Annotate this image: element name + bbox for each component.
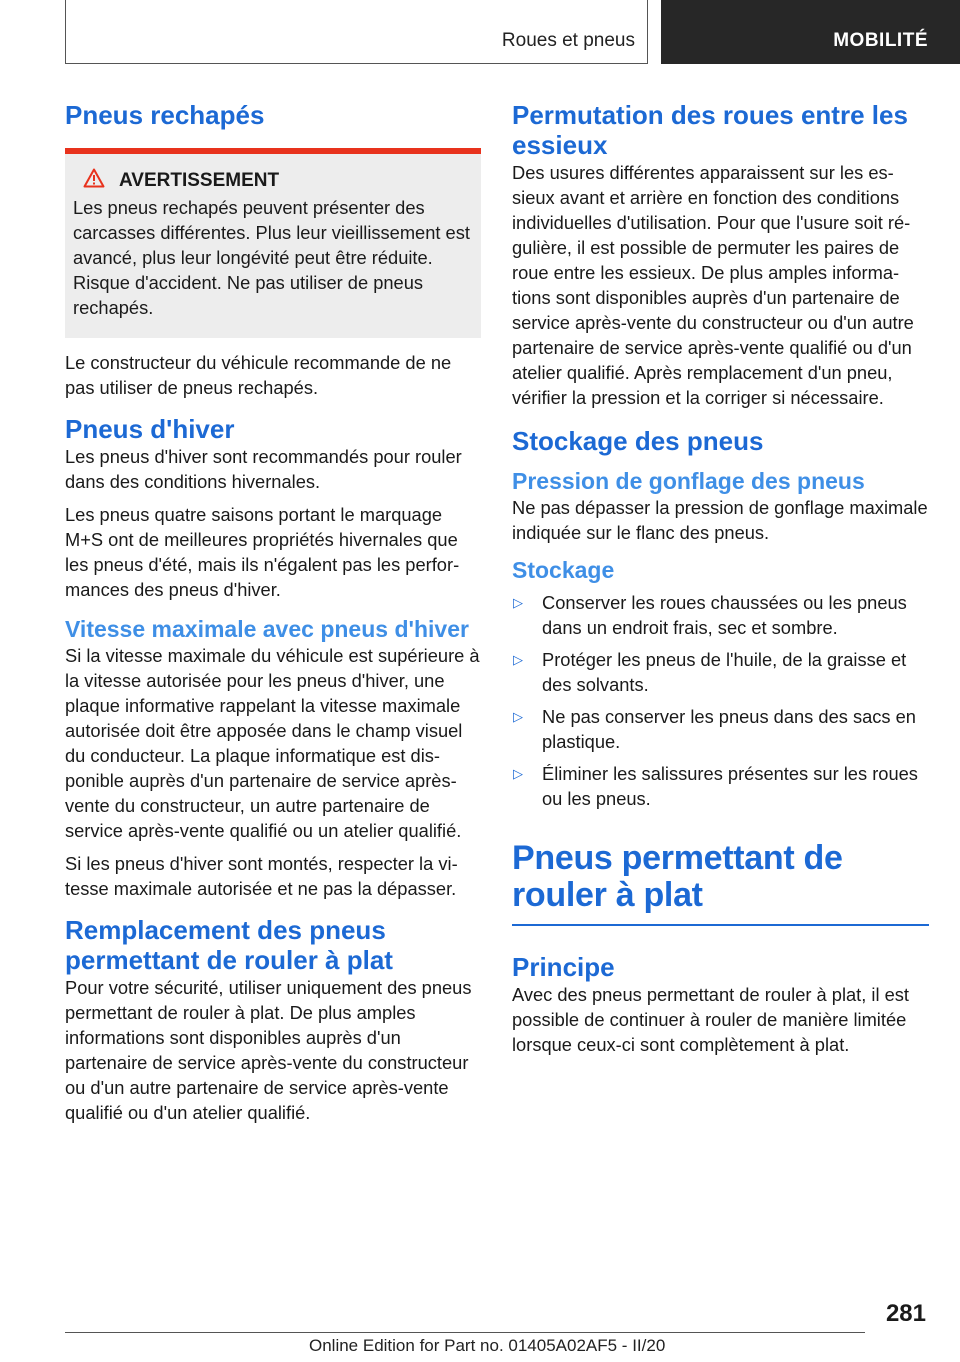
runflat-title: Pneus permettant de rouler à plat (512, 839, 843, 914)
triangle-right-icon: ▷ (513, 652, 523, 667)
right-column (512, 100, 929, 1057)
storage-subtitle: Stockage (512, 557, 615, 583)
storage-title: Stockage des pneus (512, 426, 764, 456)
runflat-replacement-paragraph: Pour votre sécurité, utiliser uniquement des pneus permettant de rouler à plat. De plus amples informations sont disponibles auprès d'un partenaire de service après-vente du constructeur ou d'un autre partenaire de service après-vente qualifié ou d'un atelier qualifié. (65, 977, 472, 1123)
warning-box (65, 148, 481, 338)
retread-paragraph: Le constructeur du véhicule recommande de ne pas utiliser de pneus rechapés. (65, 352, 452, 398)
winter-paragraph-2: Les pneus quatre saisons portant le marquage M+S ont de meilleures propriétés hivernales que les pneus d'été, mais ils n'égalent pas les performances des pneus d'hiver. (65, 504, 460, 600)
warning-text: Les pneus rechapés peuvent présenter des carcasses différentes. Plus leur vieillissement est avancé, plus leur longévité peut être réduite. Risque d'accident. Ne pas utiliser de pneus rechapés. (73, 197, 470, 318)
list-item: ▷ Ne pas conserver les pneus dans des sacs en plastique. (513, 706, 916, 752)
runflat-replacement-title: Remplacement des pneus permettant de rouler à plat (65, 915, 393, 975)
list-item: ▷ Conserver les roues chaussées ou les pneus dans un endroit frais, sec et sombre. (513, 592, 907, 638)
warning-heading (83, 168, 471, 193)
speed-paragraph-2: Si les pneus d'hiver sont montés, respecter la vitesse maximale autorisée et ne pas la dépasser. (65, 853, 458, 899)
speed-paragraph-1: Si la vitesse maximale du véhicule est supérieure à la vitesse autorisée pour les pneus d'hiver, une plaque informative rappelant la vitesse maximale autorisée doit être apposée dans le champ visuel du conducteur. La plaque informatique est disponible auprès d'un partenaire de service après-vente du constructeur, un autre partenaire de service après-vente qualifié ou un atelier qualifié. (65, 645, 480, 841)
triangle-right-icon: ▷ (513, 766, 523, 781)
footer-rule (65, 1332, 865, 1333)
warning-label: AVERTISSEMENT (119, 169, 280, 191)
list-item: ▷ Protéger les pneus de l'huile, de la graisse et des solvants. (513, 649, 907, 695)
list-item: ▷ Éliminer les salissures présentes sur les roues ou les pneus. (513, 763, 918, 809)
pressure-paragraph: Ne pas dépasser la pression de gonflage maximale indiquée sur le flanc des pneus. (512, 497, 928, 543)
wheel-swap-title: Permutation des roues entre les essieux (512, 100, 908, 160)
triangle-right-icon: ▷ (513, 595, 523, 610)
storage-list (512, 590, 929, 811)
triangle-right-icon: ▷ (513, 709, 523, 724)
principle-paragraph: Avec des pneus permettant de rouler à plat, il est possible de continuer à rouler de manière limitée lorsque ceux-ci sont complètement à plat. (512, 984, 910, 1055)
pressure-title: Pression de gonflage des pneus (512, 468, 865, 494)
header-chapter-title: MOBILITÉ (833, 30, 928, 51)
wheel-swap-paragraph: Des usures différentes apparaissent sur les essieux avant et arrière en fonction des conditions individuelles d'utilisation. Pour que l'usure soit régulière, il est possible de permuter les paires de roue entre les essieux. De plus amples informations sont disponibles auprès d'un partenaire de service après-vente du constructeur ou d'un autre partenaire de service après-vente qualifié ou d'un atelier qualifié. Après remplacement d'un pneu, vérifier la pression et la corriger si nécessaire. (512, 162, 914, 408)
header-chapter-tab (661, 0, 960, 64)
winter-title: Pneus d'hiver (65, 414, 235, 444)
winter-paragraph-1: Les pneus d'hiver sont recommandés pour rouler dans des conditions hivernales. (65, 446, 462, 492)
header-section-box (65, 0, 648, 64)
warning-triangle-icon (83, 168, 105, 193)
speed-title: Vitesse maximale avec pneus d'hiver (65, 616, 469, 642)
header-section-title: Roues et pneus (501, 30, 635, 51)
principle-title: Principe (512, 952, 615, 982)
retread-title: Pneus rechapés (65, 100, 265, 130)
left-column (65, 100, 481, 1125)
page-number: 281 (885, 1300, 926, 1327)
footer-edition: Online Edition for Part no. 01405A02AF5 - II/20 (309, 1336, 666, 1355)
